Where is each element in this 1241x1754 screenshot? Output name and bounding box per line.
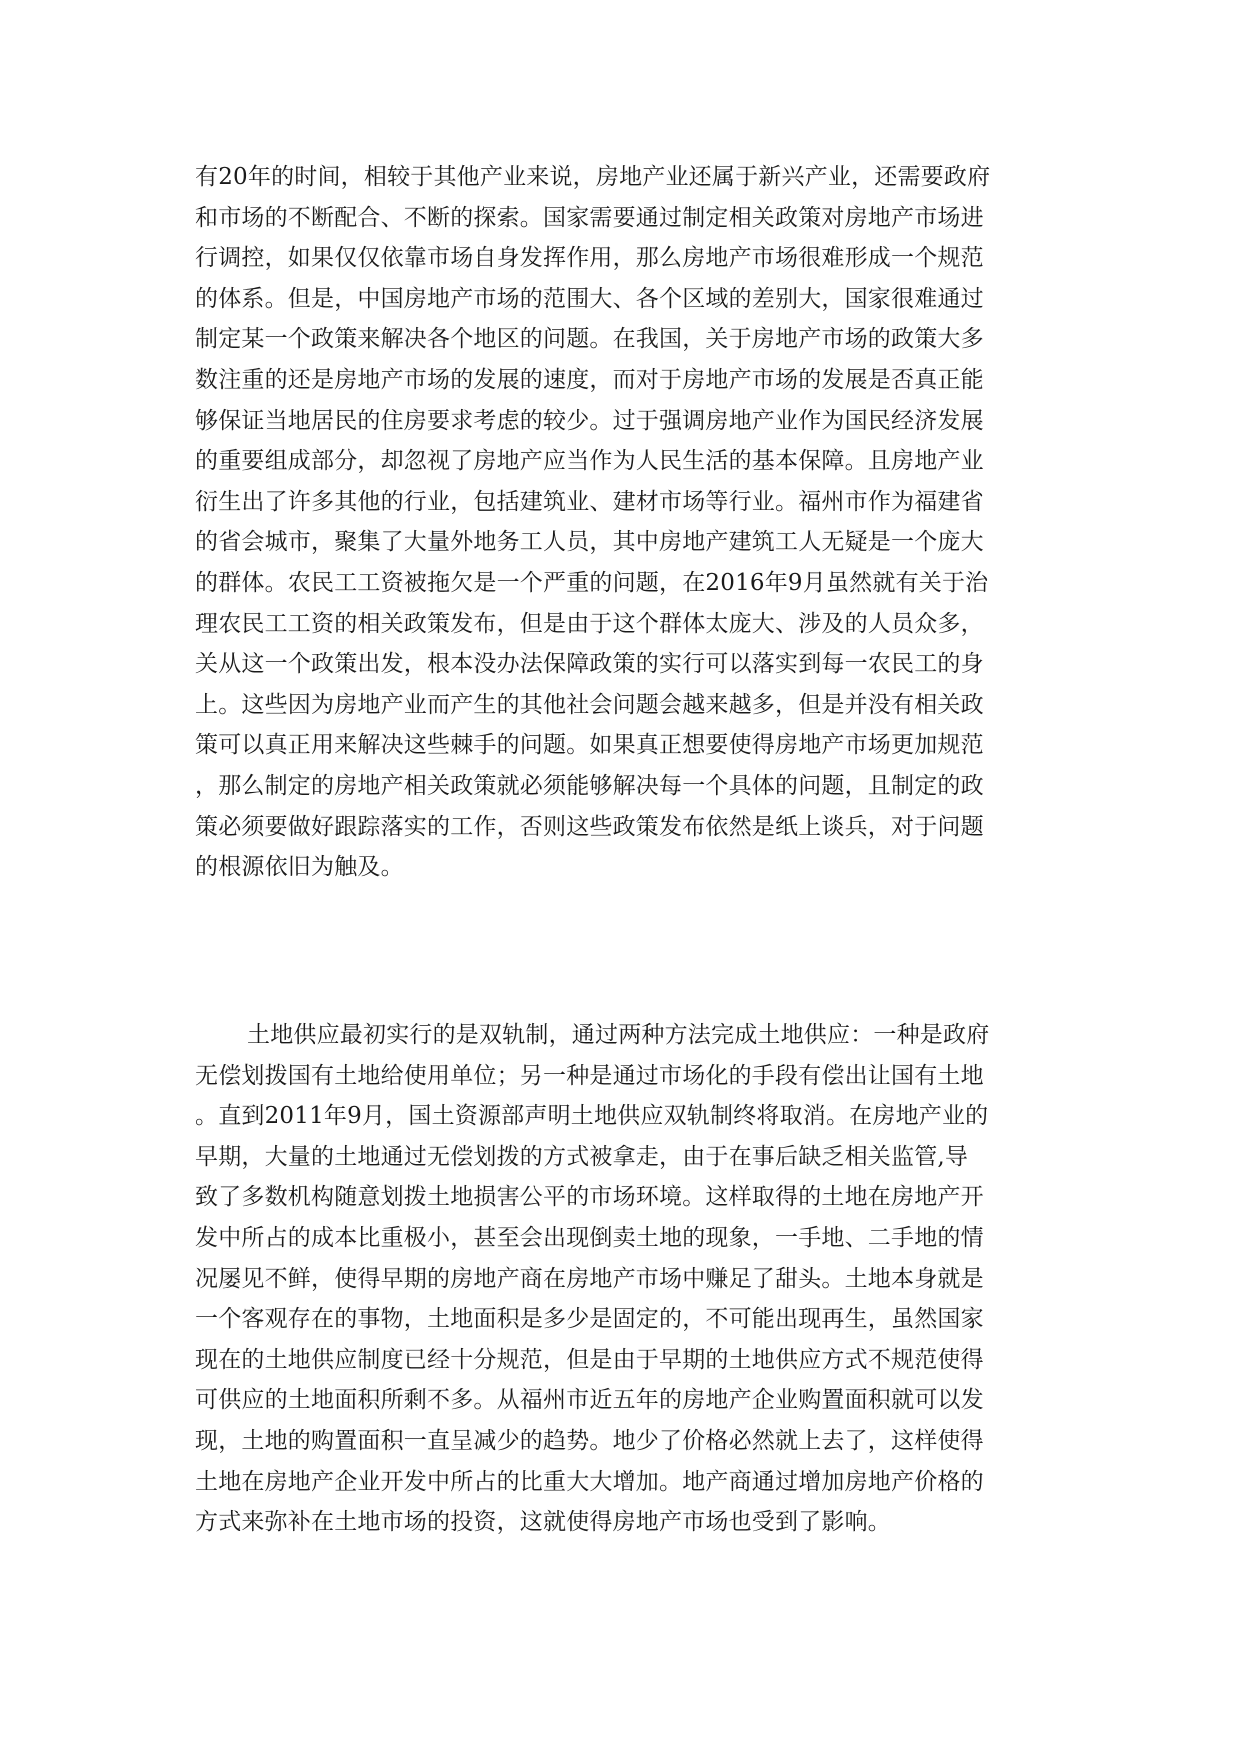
text-line: 的省会城市，聚集了大量外地务工人员，其中房地产建筑工人无疑是一个庞大 — [195, 529, 984, 556]
paragraph-real-estate-policy — [195, 157, 1075, 888]
text-line: 的体系。但是，中国房地产市场的范围大、各个区域的差别大，国家很难通过 — [195, 285, 984, 312]
text-line: 的根源依旧为触及。 — [195, 854, 404, 881]
text-line: 方式来弥补在土地市场的投资，这就使得房地产市场也受到了影响。 — [195, 1509, 891, 1536]
text-line: 。直到2011年9月，国土资源部声明土地供应双轨制终将取消。在房地产业的 — [195, 1103, 989, 1130]
text-line: 有20年的时间，相较于其他产业来说，房地产业还属于新兴产业，还需要政府 — [195, 164, 991, 190]
text-line: 无偿划拨国有土地给使用单位；另一种是通过市场化的手段有偿出让国有土地 — [195, 1062, 984, 1089]
text-line: 现在的土地供应制度已经十分规范，但是由于早期的土地供应方式不规范使得 — [195, 1346, 984, 1373]
text-line: 可供应的土地面积所剩不多。从福州市近五年的房地产企业购置面积就可以发 — [195, 1387, 984, 1414]
text-line: 的重要组成部分，却忽视了房地产应当作为人民生活的基本保障。且房地产业 — [195, 448, 984, 475]
text-line: 土地供应最初实行的是双轨制，通过两种方法完成土地供应：一种是政府 — [247, 1022, 990, 1048]
text-line: 策可以真正用来解决这些棘手的问题。如果真正想要使得房地产市场更加规范 — [195, 732, 984, 759]
text-line: 关从这一个政策出发，根本没办法保障政策的实行可以落实到每一农民工的身 — [195, 651, 984, 678]
text-line: ，那么制定的房地产相关政策就必须能够解决每一个具体的问题，且制定的政 — [195, 772, 984, 799]
text-line: 上。这些因为房地产业而产生的其他社会问题会越来越多，但是并没有相关政 — [195, 691, 984, 718]
text-line: 一个客观存在的事物，土地面积是多少是固定的，不可能出现再生，虽然国家 — [195, 1306, 984, 1333]
text-line: 发中所占的成本比重极小，甚至会出现倒卖土地的现象，一手地、二手地的情 — [195, 1224, 984, 1251]
text-line: 行调控，如果仅仅依靠市场自身发挥作用，那么房地产市场很难形成一个规范 — [195, 245, 984, 272]
text-line: 况屡见不鲜，使得早期的房地产商在房地产市场中赚足了甜头。土地本身就是 — [195, 1265, 984, 1292]
text-line: 现，土地的购置面积一直呈减少的趋势。地少了价格必然就上去了，这样使得 — [195, 1427, 984, 1454]
text-line: 致了多数机构随意划拨土地损害公平的市场环境。这样取得的土地在房地产开 — [195, 1184, 984, 1211]
paragraph-land-supply — [195, 1015, 1075, 1543]
text-line: 早期，大量的土地通过无偿划拨的方式被拿走，由于在事后缺乏相关监管,导 — [195, 1143, 969, 1170]
text-line: 理农民工工资的相关政策发布，但是由于这个群体太庞大、涉及的人员众多， — [195, 610, 984, 637]
text-line: 制定某一个政策来解决各个地区的问题。在我国，关于房地产市场的政策大多 — [195, 326, 984, 353]
text-line: 的群体。农民工工资被拖欠是一个严重的问题，在2016年9月虽然就有关于治 — [195, 569, 989, 596]
text-line: 策必须要做好跟踪落实的工作，否则这些政策发布依然是纸上谈兵，对于问题 — [195, 813, 984, 840]
text-line: 够保证当地居民的住房要求考虑的较少。过于强调房地产业作为国民经济发展 — [195, 407, 984, 434]
text-line: 数注重的还是房地产市场的发展的速度，而对于房地产市场的发展是否真正能 — [195, 366, 984, 393]
text-line: 衍生出了许多其他的行业，包括建筑业、建材市场等行业。福州市作为福建省 — [195, 488, 984, 515]
text-line: 土地在房地产企业开发中所占的比重大大增加。地产商通过增加房地产价格的 — [195, 1468, 984, 1495]
text-line: 和市场的不断配合、不断的探索。国家需要通过制定相关政策对房地产市场进 — [195, 204, 984, 231]
